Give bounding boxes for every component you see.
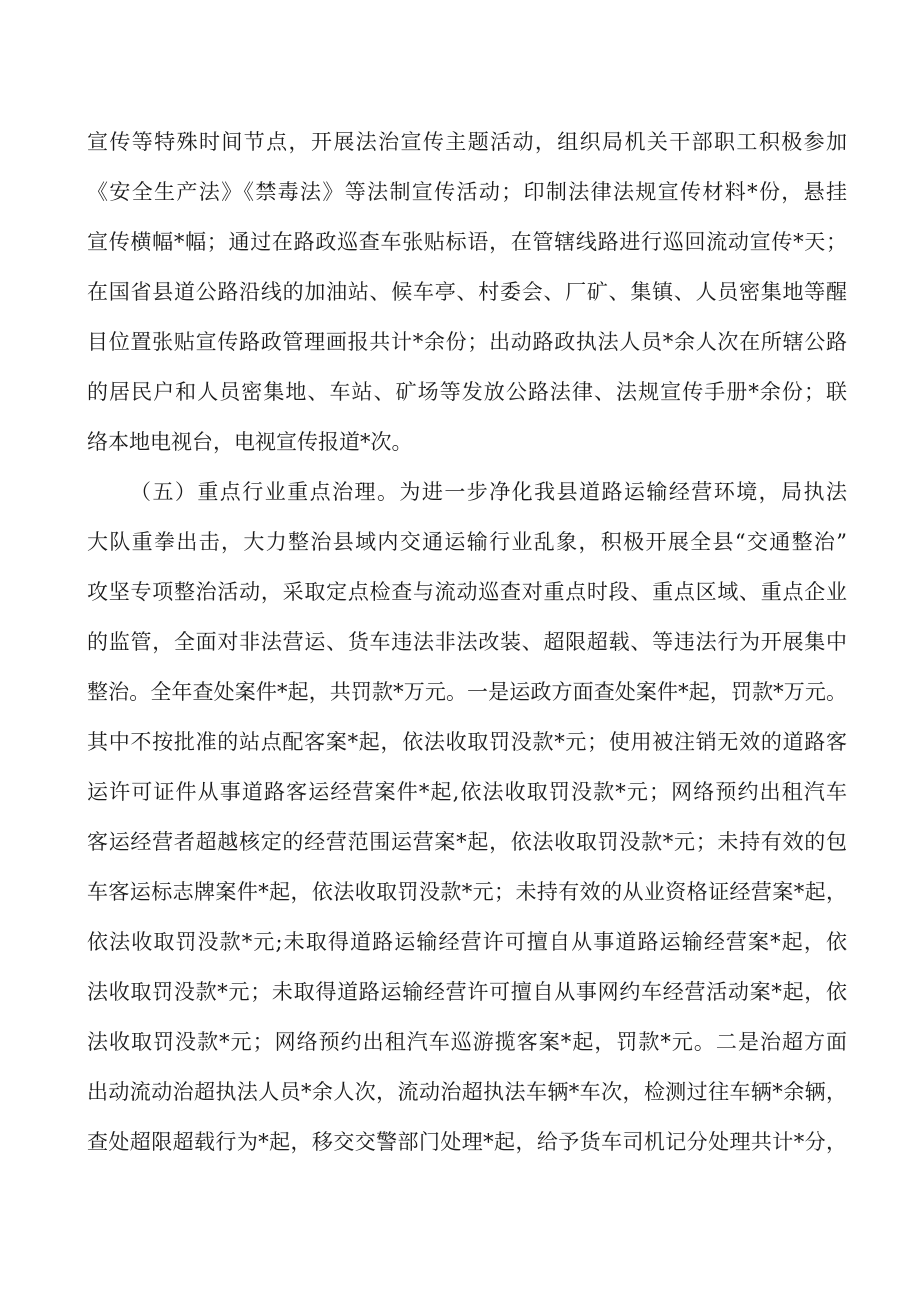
paragraph-line: 的监管，全面对非法营运、货车违法非法改装、超限超载、等违法行为开展集中 (87, 630, 847, 654)
paragraph-line: 《安全生产法》《禁毒法》等法制宣传活动；印制法律法规宣传材料*份，悬挂 (87, 180, 847, 204)
paragraph-line: 大队重拳出击，大力整治县域内交通运输行业乱象，积极开展全县“交通整治” (87, 530, 847, 554)
paragraph-line: 络本地电视台，电视宣传报道*次。 (87, 430, 413, 454)
paragraph-line: 依法收取罚没款*元;未取得道路运输经营许可擅自从事道路运输经营案*起，依 (87, 930, 847, 954)
section-heading-line: （五）重点行业重点治理。为进一步净化我县道路运输经营环境，局执法 (130, 480, 847, 504)
paragraph-line: 车客运标志牌案件*起，依法收取罚没款*元；未持有效的从业资格证经营案*起， (87, 880, 847, 904)
paragraph-line: 的居民户和人员密集地、车站、矿场等发放公路法律、法规宣传手册*余份；联 (87, 380, 847, 404)
paragraph-line: 运许可证件从事道路客运经营案件*起,依法收取罚没款*元；网络预约出租汽车 (87, 780, 847, 804)
paragraph-line: 查处超限超载行为*起，移交交警部门处理*起，给予货车司机记分处理共计*分， (87, 1130, 847, 1154)
paragraph-line: 法收取罚没款*元；网络预约出租汽车巡游揽客案*起，罚款*元。二是治超方面 (87, 1030, 847, 1054)
paragraph-line: 整治。全年查处案件*起，共罚款*万元。一是运政方面查处案件*起，罚款*万元。 (87, 680, 847, 704)
paragraph-line: 其中不按批准的站点配客案*起，依法收取罚没款*元；使用被注销无效的道路客 (87, 730, 847, 754)
paragraph-line: 法收取罚没款*元；未取得道路运输经营许可擅自从事网约车经营活动案*起，依 (87, 980, 847, 1004)
paragraph-line: 目位置张贴宣传路政管理画报共计*余份；出动路政执法人员*余人次在所辖公路 (87, 330, 847, 354)
paragraph-line: 宣传等特殊时间节点，开展法治宣传主题活动，组织局机关干部职工积极参加 (87, 130, 847, 154)
paragraph-line: 出动流动治超执法人员*余人次，流动治超执法车辆*车次，检测过往车辆*余辆， (87, 1080, 847, 1104)
paragraph-line: 客运经营者超越核定的经营范围运营案*起，依法收取罚没款*元；未持有效的包 (87, 830, 847, 854)
paragraph-line: 在国省县道公路沿线的加油站、候车亭、村委会、厂矿、集镇、人员密集地等醒 (87, 280, 847, 304)
paragraph-line: 攻坚专项整治活动，采取定点检查与流动巡查对重点时段、重点区域、重点企业 (87, 580, 847, 604)
paragraph-line: 宣传横幅*幅；通过在路政巡查车张贴标语，在管辖线路进行巡回流动宣传*天； (87, 230, 847, 254)
